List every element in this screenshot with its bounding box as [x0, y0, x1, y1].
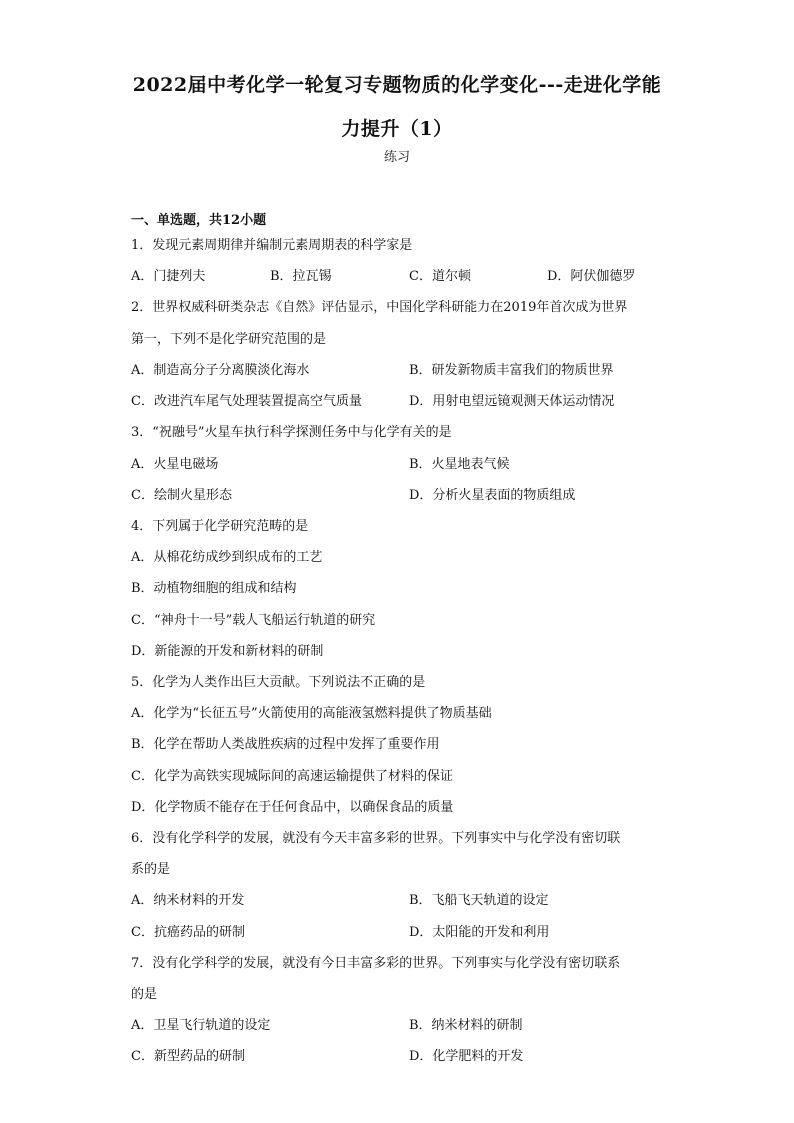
doc-title-line1: 2022届中考化学一轮复习专题物质的化学变化---走进化学能	[132, 74, 662, 96]
question-4-stem: 4．下列属于化学研究范畴的是	[131, 519, 309, 534]
question-6-option-d: D．太阳能的开发和利用	[409, 925, 550, 940]
question-7-option-b: B．纳米材料的研制	[409, 1018, 523, 1033]
question-1-stem: 1．发现元素周期律并编制元素周期表的科学家是	[131, 238, 413, 253]
question-5-option-a: A．化学为“长征五号”火箭使用的高能液氢燃料提供了物质基础	[131, 706, 492, 721]
question-6-option-a: A．纳米材料的开发	[131, 893, 245, 908]
question-6-option-b: B．飞船飞天轨道的设定	[409, 893, 549, 908]
question-3-stem: 3．“祝融号”火星车执行科学探测任务中与化学有关的是	[131, 425, 452, 440]
question-3-option-c: C．绘制火星形态	[131, 488, 232, 503]
question-7-stem-line1: 7．没有化学科学的发展，就没有今日丰富多彩的世界。下列事实与化学没有密切联系	[131, 956, 621, 971]
question-5-option-c: C．化学为高铁实现城际间的高速运输提供了材料的保证	[131, 769, 453, 784]
question-3-option-d: D．分析火星表面的物质组成	[409, 488, 576, 503]
question-2-option-a: A．制造高分子分离膜淡化海水	[131, 363, 310, 378]
question-7-option-a: A．卫星飞行轨道的设定	[131, 1018, 271, 1033]
question-1-option-d: D．阿伏伽德罗	[547, 269, 636, 284]
question-1-option-a: A．门捷列夫	[131, 269, 206, 284]
question-5-option-d: D．化学物质不能存在于任何食品中，以确保食品的质量	[131, 800, 454, 815]
question-2-option-c: C．改进汽车尾气处理装置提高空气质量	[131, 394, 362, 409]
question-5-option-b: B．化学在帮助人类战胜疾病的过程中发挥了重要作用	[131, 737, 440, 752]
question-1-option-c: C．道尔顿	[409, 269, 471, 284]
question-7-option-d: D．化学肥料的开发	[409, 1049, 524, 1064]
question-4-option-d: D．新能源的开发和新材料的研制	[131, 644, 324, 659]
question-3-option-b: B．火星地表气候	[409, 457, 510, 472]
question-7-option-c: C．新型药品的研制	[131, 1049, 245, 1064]
question-6-stem-line1: 6．没有化学科学的发展，就没有今天丰富多彩的世界。下列事实中与化学没有密切联	[131, 831, 621, 846]
question-4-option-a: A．从棉花纺成纱到织成布的工艺	[131, 550, 323, 565]
doc-title-line2: 力提升（1）	[341, 118, 453, 140]
question-2-option-b: B．研发新物质丰富我们的物质世界	[409, 363, 614, 378]
question-7-stem-line2: 的是	[131, 987, 158, 1002]
doc-subtitle: 练习	[383, 150, 410, 165]
question-5-stem: 5．化学为人类作出巨大贡献。下列说法不正确的是	[131, 675, 426, 690]
question-2-stem-line1: 2．世界权威科研类杂志《自然》评估显示，中国化学科研能力在2019年首次成为世界	[131, 300, 628, 315]
question-4-option-c: C．“神舟十一号”载人飞船运行轨道的研究	[131, 613, 376, 628]
question-6-option-c: C．抗癌药品的研制	[131, 925, 245, 940]
question-3-option-a: A．火星电磁场	[131, 457, 219, 472]
question-1-option-b: B．拉瓦锡	[270, 269, 332, 284]
question-4-option-b: B．动植物细胞的组成和结构	[131, 581, 297, 596]
section-heading: 一、单选题，共12小题	[131, 213, 267, 228]
question-2-stem-line2: 第一，下列不是化学研究范围的是	[131, 332, 327, 347]
question-2-option-d: D．用射电望远镜观测天体运动情况	[409, 394, 615, 409]
question-6-stem-line2: 系的是	[131, 862, 171, 877]
